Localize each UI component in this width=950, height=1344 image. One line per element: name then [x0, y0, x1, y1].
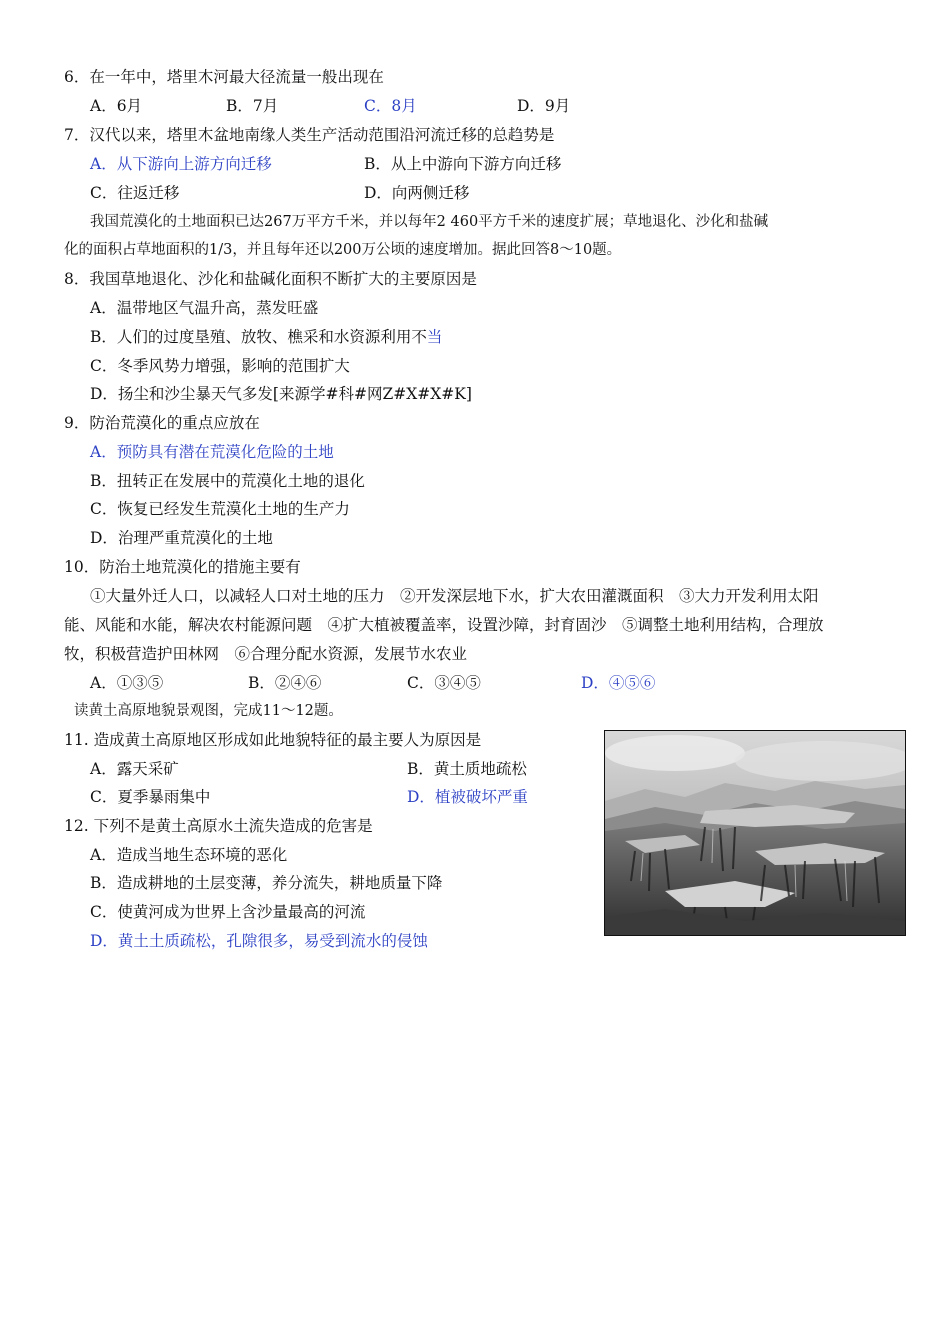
q7-option-b: B．从上中游向下游方向迁移 — [364, 155, 562, 173]
q7-option-a: A．从下游向上游方向迁移 — [90, 155, 272, 173]
q8-option-d: D．扬尘和沙尘暴天气多发[来源学#科#网Z#X#X#K] — [90, 385, 472, 403]
q8-option-b — [90, 330, 442, 346]
q8-option-c: C．冬季风势力增强，影响的范围扩大 — [90, 357, 350, 375]
q9-option-b: B．扭转正在发展中的荒漠化土地的退化 — [90, 472, 365, 490]
q12-option-a: A．造成当地生态环境的恶化 — [90, 846, 288, 864]
q10-option-a: A．①③⑤ — [90, 674, 164, 692]
q10-items-line-1: ①大量外迁人口，以减轻人口对土地的压力 ②开发深层地下水，扩大农田灌溉面积 ③大力开发利用太阳 — [90, 587, 819, 605]
q11-stem: 11. 造成黄土高原地区形成如此地貌特征的最主要人为原因是 — [64, 731, 482, 749]
passage-line-2: 化的面积占草地面积的1/3，并且每年还以200万公顷的速度增加。据此回答8～10题。 — [64, 242, 622, 258]
q9-option-d: D．治理严重荒漠化的土地 — [90, 529, 273, 547]
q9-stem: 9．防治荒漠化的重点应放在 — [64, 414, 260, 432]
q9-option-a: A．预防具有潜在荒漠化危险的土地 — [90, 443, 334, 461]
q6-option-d: D．9月 — [517, 97, 571, 115]
q9-option-c: C．恢复已经发生荒漠化土地的生产力 — [90, 500, 350, 518]
q7-option-d: D．向两侧迁移 — [364, 184, 470, 202]
q12-option-c: C．使黄河成为世界上含沙量最高的河流 — [90, 903, 366, 921]
q10-option-d: D．④⑤⑥ — [581, 674, 656, 692]
q6-option-b: B．7月 — [226, 97, 279, 115]
q10-items-line-2: 能、风能和水能，解决农村能源问题 ④扩大植被覆盖率，设置沙障，封育固沙 ⑤调整土地利用结构，合理放 — [64, 616, 824, 634]
q8-stem: 8．我国草地退化、沙化和盐碱化面积不断扩大的主要原因是 — [64, 270, 477, 288]
q10-option-c: C．③④⑤ — [407, 674, 481, 692]
q11-option-c: C．夏季暴雨集中 — [90, 788, 211, 806]
q6-option-c: C．8月 — [364, 97, 417, 115]
q11-12-intro: 读黄土高原地貌景观图，完成11～12题。 — [74, 703, 343, 719]
q11-option-d: D．植被破坏严重 — [407, 788, 528, 806]
q8-option-a: A．温带地区气温升高，蒸发旺盛 — [90, 299, 319, 317]
q6-option-a: A．6月 — [90, 97, 143, 115]
q11-option-a: A．露天采矿 — [90, 760, 179, 778]
q7-stem: 7．汉代以来，塔里木盆地南缘人类生产活动范围沿河流迁移的总趋势是 — [64, 126, 555, 144]
q10-stem: 10．防治土地荒漠化的措施主要有 — [64, 558, 301, 576]
q12-option-d: D．黄土土质疏松，孔隙很多，易受到流水的侵蚀 — [90, 932, 428, 950]
q7-option-c: C．往返迁移 — [90, 184, 180, 202]
q10-items-line-3: 牧，积极营造护田林网 ⑥合理分配水资源，发展节水农业 — [64, 645, 468, 663]
q11-option-b: B．黄土质地疏松 — [407, 760, 527, 778]
q8-option-b-tail: 当 — [426, 328, 443, 346]
q6-stem: 6．在一年中，塔里木河最大径流量一般出现在 — [64, 68, 384, 86]
q10-option-b: B．②④⑥ — [248, 674, 322, 692]
loess-plateau-photo — [604, 730, 906, 936]
passage-line-1: 我国荒漠化的土地面积已达267万平方千米，并以每年2 460平方千米的速度扩展；草地退化、沙化和盐碱 — [90, 214, 769, 230]
q12-option-b: B．造成耕地的土层变薄，养分流失，耕地质量下降 — [90, 874, 443, 892]
q8-option-b-text: B．人们的过度垦殖、放牧、樵采和水资源利用不 — [90, 328, 427, 346]
q12-stem: 12. 下列不是黄土高原水土流失造成的危害是 — [64, 817, 373, 835]
